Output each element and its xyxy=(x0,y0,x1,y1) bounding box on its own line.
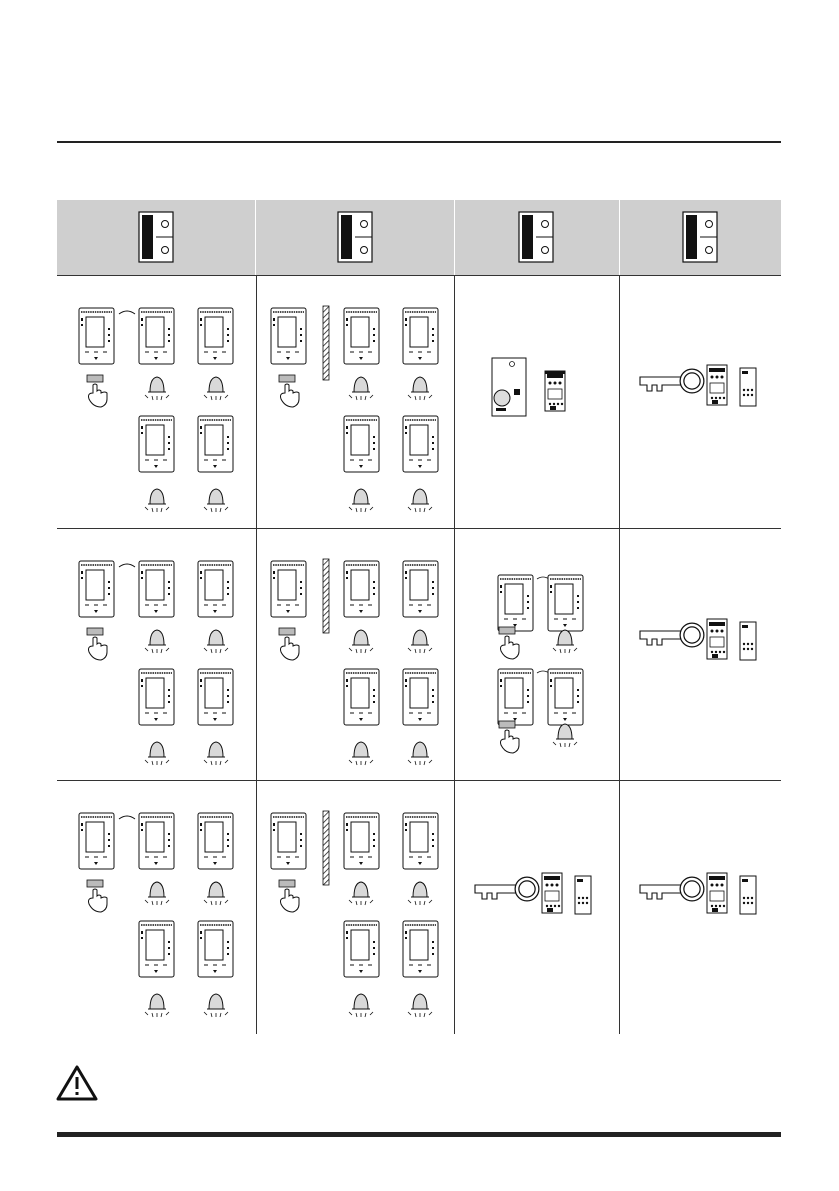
monitor-icon xyxy=(344,669,379,725)
arrow-icon xyxy=(537,671,549,673)
monitor-icon xyxy=(271,308,306,364)
bell-icon xyxy=(349,882,373,905)
monitor-icon xyxy=(403,669,438,725)
bell-icon xyxy=(553,724,577,747)
top-rule xyxy=(57,141,781,143)
arrow-icon xyxy=(537,577,549,579)
monitor-pair-call-illustration xyxy=(455,529,619,780)
bell-icon xyxy=(408,742,432,765)
module-icon xyxy=(740,622,756,660)
monitor-icon xyxy=(139,921,174,977)
monitor-icon xyxy=(271,813,306,869)
monitor-icon xyxy=(139,308,174,364)
bell-icon xyxy=(204,994,228,1017)
hand-press-icon xyxy=(87,375,107,407)
warning-triangle-icon xyxy=(55,1064,99,1102)
hand-press-icon xyxy=(499,627,519,659)
intercom-call-through-wall-illustration xyxy=(257,781,454,1034)
monitor-icon xyxy=(79,308,114,364)
bottom-rule xyxy=(57,1132,781,1137)
module-icon xyxy=(740,876,756,914)
intercom-call-through-wall-illustration xyxy=(257,276,454,528)
wall-icon xyxy=(323,306,329,380)
bell-icon xyxy=(204,489,228,512)
bell-icon xyxy=(145,882,169,905)
header-cell-2 xyxy=(256,200,455,275)
dip-switch-icon xyxy=(256,200,454,275)
module-icon xyxy=(707,873,727,913)
bell-icon xyxy=(408,882,432,905)
monitor-icon xyxy=(344,813,379,869)
intercom-call-all-illustration xyxy=(57,529,255,780)
monitor-icon xyxy=(403,416,438,472)
bell-icon xyxy=(204,377,228,400)
key-icon xyxy=(475,879,537,899)
arrow-icon xyxy=(119,564,135,567)
module-icon xyxy=(575,876,591,914)
monitor-icon xyxy=(79,813,114,869)
monitor-icon xyxy=(198,308,233,364)
key-icon xyxy=(640,625,702,645)
bell-icon xyxy=(349,630,373,653)
monitor-icon xyxy=(344,308,379,364)
bell-icon xyxy=(349,377,373,400)
monitor-icon xyxy=(498,669,533,725)
header-cell-1 xyxy=(57,200,256,275)
configuration-table xyxy=(57,200,781,1034)
wall-icon xyxy=(323,559,329,633)
monitor-icon xyxy=(498,575,533,631)
monitor-icon xyxy=(548,669,583,725)
monitor-icon xyxy=(344,416,379,472)
monitor-icon xyxy=(198,416,233,472)
header-cell-4 xyxy=(620,200,781,275)
monitor-icon xyxy=(198,669,233,725)
bell-icon xyxy=(204,882,228,905)
monitor-icon xyxy=(139,669,174,725)
monitor-icon xyxy=(271,561,306,617)
arrow-icon xyxy=(119,816,135,819)
intercom-call-all-illustration xyxy=(57,781,255,1034)
bell-icon xyxy=(408,994,432,1017)
hand-press-icon xyxy=(87,880,107,912)
monitor-icon xyxy=(198,921,233,977)
monitor-icon xyxy=(403,561,438,617)
bell-icon xyxy=(204,742,228,765)
hand-press-icon xyxy=(499,721,519,753)
door-lock-illustration xyxy=(620,781,781,1034)
wall-icon xyxy=(323,811,329,885)
monitor-icon xyxy=(403,308,438,364)
header-cell-3 xyxy=(455,200,620,275)
bell-icon xyxy=(145,742,169,765)
monitor-icon xyxy=(139,416,174,472)
key-icon xyxy=(640,879,702,899)
monitor-icon xyxy=(198,561,233,617)
bell-icon xyxy=(408,630,432,653)
arrow-icon xyxy=(119,311,135,314)
bell-icon xyxy=(349,742,373,765)
door-lock-illustration xyxy=(620,276,781,528)
key-icon xyxy=(640,371,702,391)
bell-icon xyxy=(145,377,169,400)
module-icon xyxy=(707,619,727,659)
monitor-icon xyxy=(198,813,233,869)
dip-switch-icon xyxy=(455,200,619,275)
monitor-icon xyxy=(79,561,114,617)
module-icon xyxy=(545,371,565,411)
bell-icon xyxy=(408,377,432,400)
module-icon xyxy=(707,365,727,405)
module-icon xyxy=(740,368,756,406)
door-lock-illustration xyxy=(455,781,619,1034)
entry-panel-icon xyxy=(492,358,526,416)
monitor-icon xyxy=(139,813,174,869)
dip-switch-icon xyxy=(620,200,781,275)
bell-icon xyxy=(204,630,228,653)
bell-icon xyxy=(553,630,577,653)
monitor-icon xyxy=(403,921,438,977)
dip-switch-icon xyxy=(57,200,255,275)
door-entry-panel-illustration xyxy=(455,276,619,528)
door-lock-illustration xyxy=(620,529,781,780)
hand-press-icon xyxy=(279,375,299,407)
intercom-call-all-illustration xyxy=(57,276,255,528)
monitor-icon xyxy=(139,561,174,617)
bell-icon xyxy=(349,994,373,1017)
bell-icon xyxy=(408,489,432,512)
bell-icon xyxy=(349,489,373,512)
bell-icon xyxy=(145,994,169,1017)
bell-icon xyxy=(145,489,169,512)
hand-press-icon xyxy=(279,880,299,912)
monitor-icon xyxy=(548,575,583,631)
monitor-icon xyxy=(344,921,379,977)
monitor-icon xyxy=(344,561,379,617)
hand-press-icon xyxy=(279,628,299,660)
module-icon xyxy=(542,873,562,913)
hand-press-icon xyxy=(87,628,107,660)
intercom-call-through-wall-illustration xyxy=(257,529,454,780)
bell-icon xyxy=(145,630,169,653)
monitor-icon xyxy=(403,813,438,869)
